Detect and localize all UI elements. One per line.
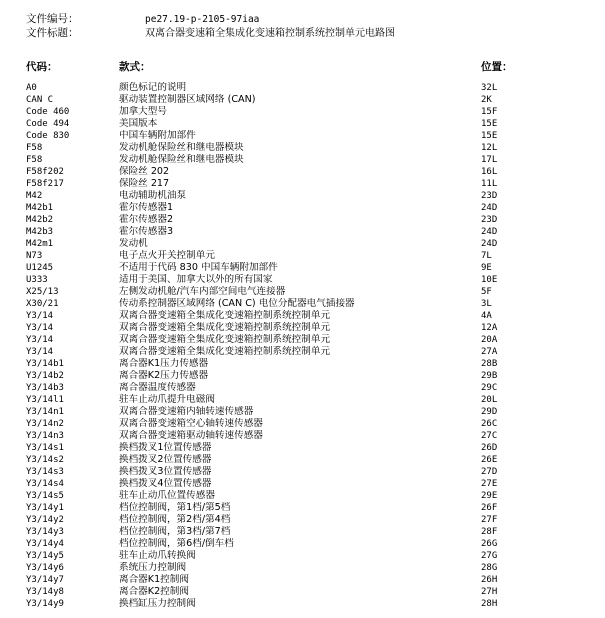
component-description: 换档拨叉2位置传感器	[119, 454, 212, 465]
component-code: M42b3	[26, 227, 54, 237]
component-description: 美国版本	[119, 118, 158, 129]
component-position: 27H	[481, 587, 498, 597]
component-code: Code 460	[26, 107, 70, 117]
table-row	[0, 598, 605, 610]
component-description: 驻车止动爪转换阀	[119, 550, 196, 561]
component-position: 12A	[481, 323, 498, 333]
component-position: 4A	[481, 311, 492, 321]
component-code: Y3/14y9	[26, 599, 64, 609]
component-code: Y3/14n2	[26, 419, 64, 429]
component-position: 23D	[481, 191, 498, 201]
table-row	[0, 238, 605, 250]
component-position: 20L	[481, 395, 498, 405]
component-code: X30/21	[26, 299, 59, 309]
component-description: 双离合器变速箱全集成化变速箱控制系统控制单元	[119, 322, 331, 333]
component-description: 离合器K2压力传感器	[119, 370, 209, 381]
component-position: 15F	[481, 107, 498, 117]
component-description: 双离合器变速箱全集成化变速箱控制系统控制单元	[119, 334, 331, 345]
component-code: Y3/14b3	[26, 383, 64, 393]
table-row	[0, 142, 605, 154]
component-description: 左侧发动机舱/汽车内部空间电气连接器	[119, 286, 286, 297]
component-code: M42b2	[26, 215, 54, 225]
component-position: 27A	[481, 347, 498, 357]
component-position: 26E	[481, 455, 498, 465]
table-row	[0, 430, 605, 442]
component-code: Code 494	[26, 119, 70, 129]
component-code: Y3/14y1	[26, 503, 64, 513]
table-row	[0, 550, 605, 562]
doc-title-value: 双离合器变速箱全集成化变速箱控制系统控制单元电路图	[145, 28, 395, 39]
component-position: 7L	[481, 251, 492, 261]
component-description: 档位控制阀，第1档/第5档	[119, 502, 231, 513]
component-position: 27E	[481, 479, 498, 489]
component-code: Y3/14y7	[26, 575, 64, 585]
doc-number-label: 文件编号：	[26, 13, 79, 25]
table-row	[0, 250, 605, 262]
component-description: 双离合器变速箱内轴转速传感器	[119, 406, 254, 417]
component-description: 发动机舱保险丝和继电器模块	[119, 142, 244, 153]
table-row	[0, 202, 605, 214]
component-position: 16L	[481, 167, 498, 177]
table-row	[0, 226, 605, 238]
component-position: 32L	[481, 83, 498, 93]
table-row	[0, 514, 605, 526]
component-description: 加拿大型号	[119, 106, 167, 117]
table-row	[0, 334, 605, 346]
component-position: 24D	[481, 239, 498, 249]
component-position: 29E	[481, 491, 498, 501]
component-description: 双离合器变速箱全集成化变速箱控制系统控制单元	[119, 310, 331, 321]
component-code: Y3/14y8	[26, 587, 64, 597]
component-description: 离合器温度传感器	[119, 382, 196, 393]
component-description: 换档缸压力控制阀	[119, 598, 196, 609]
component-description: 换档拨叉1位置传感器	[119, 442, 212, 453]
table-row	[0, 262, 605, 274]
component-position: 29C	[481, 383, 498, 393]
component-position: 23D	[481, 215, 498, 225]
component-code: M42b1	[26, 203, 54, 213]
table-row	[0, 346, 605, 358]
component-position: 27F	[481, 515, 498, 525]
component-code: Y3/14	[26, 311, 54, 321]
table-row	[0, 490, 605, 502]
component-code: Y3/14	[26, 347, 54, 357]
table-row	[0, 82, 605, 94]
component-position: 26H	[481, 575, 498, 585]
table-row	[0, 466, 605, 478]
component-description: 离合器K1控制阀	[119, 574, 189, 585]
component-code: M42	[26, 191, 43, 201]
table-row	[0, 130, 605, 142]
component-position: 29B	[481, 371, 498, 381]
component-code: Y3/14s3	[26, 467, 64, 477]
doc-title-label: 文件标题：	[26, 27, 79, 39]
component-position: 28B	[481, 359, 498, 369]
table-row	[0, 274, 605, 286]
component-description: 双离合器变速箱全集成化变速箱控制系统控制单元	[119, 346, 331, 357]
component-code: X25/13	[26, 287, 59, 297]
component-code: Y3/14y4	[26, 539, 64, 549]
table-row	[0, 166, 605, 178]
component-description: 霍尔传感器3	[119, 226, 174, 237]
component-position: 26C	[481, 419, 498, 429]
component-code: Y3/14y5	[26, 551, 64, 561]
component-position: 27D	[481, 467, 498, 477]
table-row	[0, 322, 605, 334]
component-position: 20A	[481, 335, 498, 345]
component-table	[0, 82, 605, 610]
table-row	[0, 358, 605, 370]
component-position: 2K	[481, 95, 492, 105]
table-row	[0, 310, 605, 322]
component-position: 9E	[481, 263, 492, 273]
component-position: 11L	[481, 179, 498, 189]
component-description: 双离合器变速箱空心轴转速传感器	[119, 418, 263, 429]
doc-number-value: pe27.19-p-2105-97iaa	[145, 14, 260, 25]
component-position: 5F	[481, 287, 492, 297]
component-position: 3L	[481, 299, 492, 309]
component-code: F58f202	[26, 167, 64, 177]
component-position: 26G	[481, 539, 498, 549]
component-position: 26D	[481, 443, 498, 453]
component-code: F58	[26, 143, 43, 153]
component-position: 17L	[481, 155, 498, 165]
component-code: CAN C	[26, 95, 54, 105]
component-description: 档位控制阀，第3档/第7档	[119, 526, 231, 537]
component-description: 传动系控制器区域网络 (CAN C) 电位分配器电气插接器	[119, 298, 355, 309]
component-position: 12L	[481, 143, 498, 153]
component-code: F58	[26, 155, 43, 165]
component-code: Code 830	[26, 131, 70, 141]
table-row	[0, 370, 605, 382]
table-row	[0, 406, 605, 418]
component-description: 霍尔传感器1	[119, 202, 174, 213]
component-code: Y3/14y2	[26, 515, 64, 525]
component-position: 26F	[481, 503, 498, 513]
component-position: 15E	[481, 131, 498, 141]
component-description: 离合器K2控制阀	[119, 586, 189, 597]
table-row	[0, 394, 605, 406]
component-description: 换档拨叉4位置传感器	[119, 478, 212, 489]
component-position: 29D	[481, 407, 498, 417]
component-code: U1245	[26, 263, 54, 273]
component-code: A0	[26, 83, 37, 93]
table-row	[0, 154, 605, 166]
component-code: Y3/14b2	[26, 371, 64, 381]
component-position: 28F	[481, 527, 498, 537]
component-description: 发动机	[119, 238, 148, 249]
component-description: 电动辅助机油泵	[119, 190, 187, 201]
table-row	[0, 502, 605, 514]
component-position: 15E	[481, 119, 498, 129]
table-row	[0, 94, 605, 106]
component-code: Y3/14l1	[26, 395, 64, 405]
component-position: 24D	[481, 203, 498, 213]
component-description: 不适用于代码 830 中国车辆附加部件	[119, 262, 278, 273]
component-position: 27C	[481, 431, 498, 441]
component-description: 保险丝 202	[119, 166, 170, 177]
column-header-position: 位置：	[481, 61, 513, 73]
table-row	[0, 442, 605, 454]
component-position: 10E	[481, 275, 498, 285]
component-position: 24D	[481, 227, 498, 237]
component-code: Y3/14s2	[26, 455, 64, 465]
component-description: 适用于美国、加拿大以外的所有国家	[119, 274, 273, 285]
component-description: 中国车辆附加部件	[119, 130, 196, 141]
component-description: 离合器K1压力传感器	[119, 358, 209, 369]
table-row	[0, 298, 605, 310]
column-header-description: 款式：	[119, 61, 151, 73]
component-position: 28G	[481, 563, 498, 573]
table-row	[0, 574, 605, 586]
component-code: F58f217	[26, 179, 64, 189]
component-description: 霍尔传感器2	[119, 214, 174, 225]
table-row	[0, 118, 605, 130]
component-position: 27G	[481, 551, 498, 561]
table-row	[0, 454, 605, 466]
table-row	[0, 478, 605, 490]
table-row	[0, 178, 605, 190]
table-row	[0, 382, 605, 394]
component-description: 档位控制阀，第6档/倒车档	[119, 538, 234, 549]
component-description: 驻车止动爪位置传感器	[119, 490, 215, 501]
component-code: Y3/14s4	[26, 479, 64, 489]
component-position: 28H	[481, 599, 498, 609]
component-description: 发动机舱保险丝和继电器模块	[119, 154, 244, 165]
table-row	[0, 586, 605, 598]
component-code: Y3/14y6	[26, 563, 64, 573]
component-description: 驱动装置控制器区域网络 (CAN)	[119, 94, 256, 105]
column-header-code: 代码：	[26, 61, 58, 73]
component-code: U333	[26, 275, 48, 285]
component-code: N73	[26, 251, 43, 261]
component-description: 颜色标记的说明	[119, 82, 187, 93]
component-description: 双离合器变速箱驱动轴转速传感器	[119, 430, 263, 441]
component-code: Y3/14y3	[26, 527, 64, 537]
table-row	[0, 418, 605, 430]
component-code: Y3/14	[26, 335, 54, 345]
component-code: Y3/14b1	[26, 359, 64, 369]
component-description: 电子点火开关控制单元	[119, 250, 215, 261]
component-description: 保险丝 217	[119, 178, 170, 189]
component-code: Y3/14s5	[26, 491, 64, 501]
component-description: 驻车止动爪提升电磁阀	[119, 394, 215, 405]
table-row	[0, 190, 605, 202]
component-description: 档位控制阀，第2档/第4档	[119, 514, 231, 525]
component-code: Y3/14n1	[26, 407, 64, 417]
table-row	[0, 538, 605, 550]
table-row	[0, 106, 605, 118]
component-code: Y3/14s1	[26, 443, 64, 453]
component-code: M42m1	[26, 239, 54, 249]
table-row	[0, 526, 605, 538]
component-description: 换档拨叉3位置传感器	[119, 466, 212, 477]
component-code: Y3/14	[26, 323, 54, 333]
table-row	[0, 286, 605, 298]
table-row	[0, 562, 605, 574]
table-row	[0, 214, 605, 226]
component-description: 系统压力控制阀	[119, 562, 187, 573]
component-code: Y3/14n3	[26, 431, 64, 441]
